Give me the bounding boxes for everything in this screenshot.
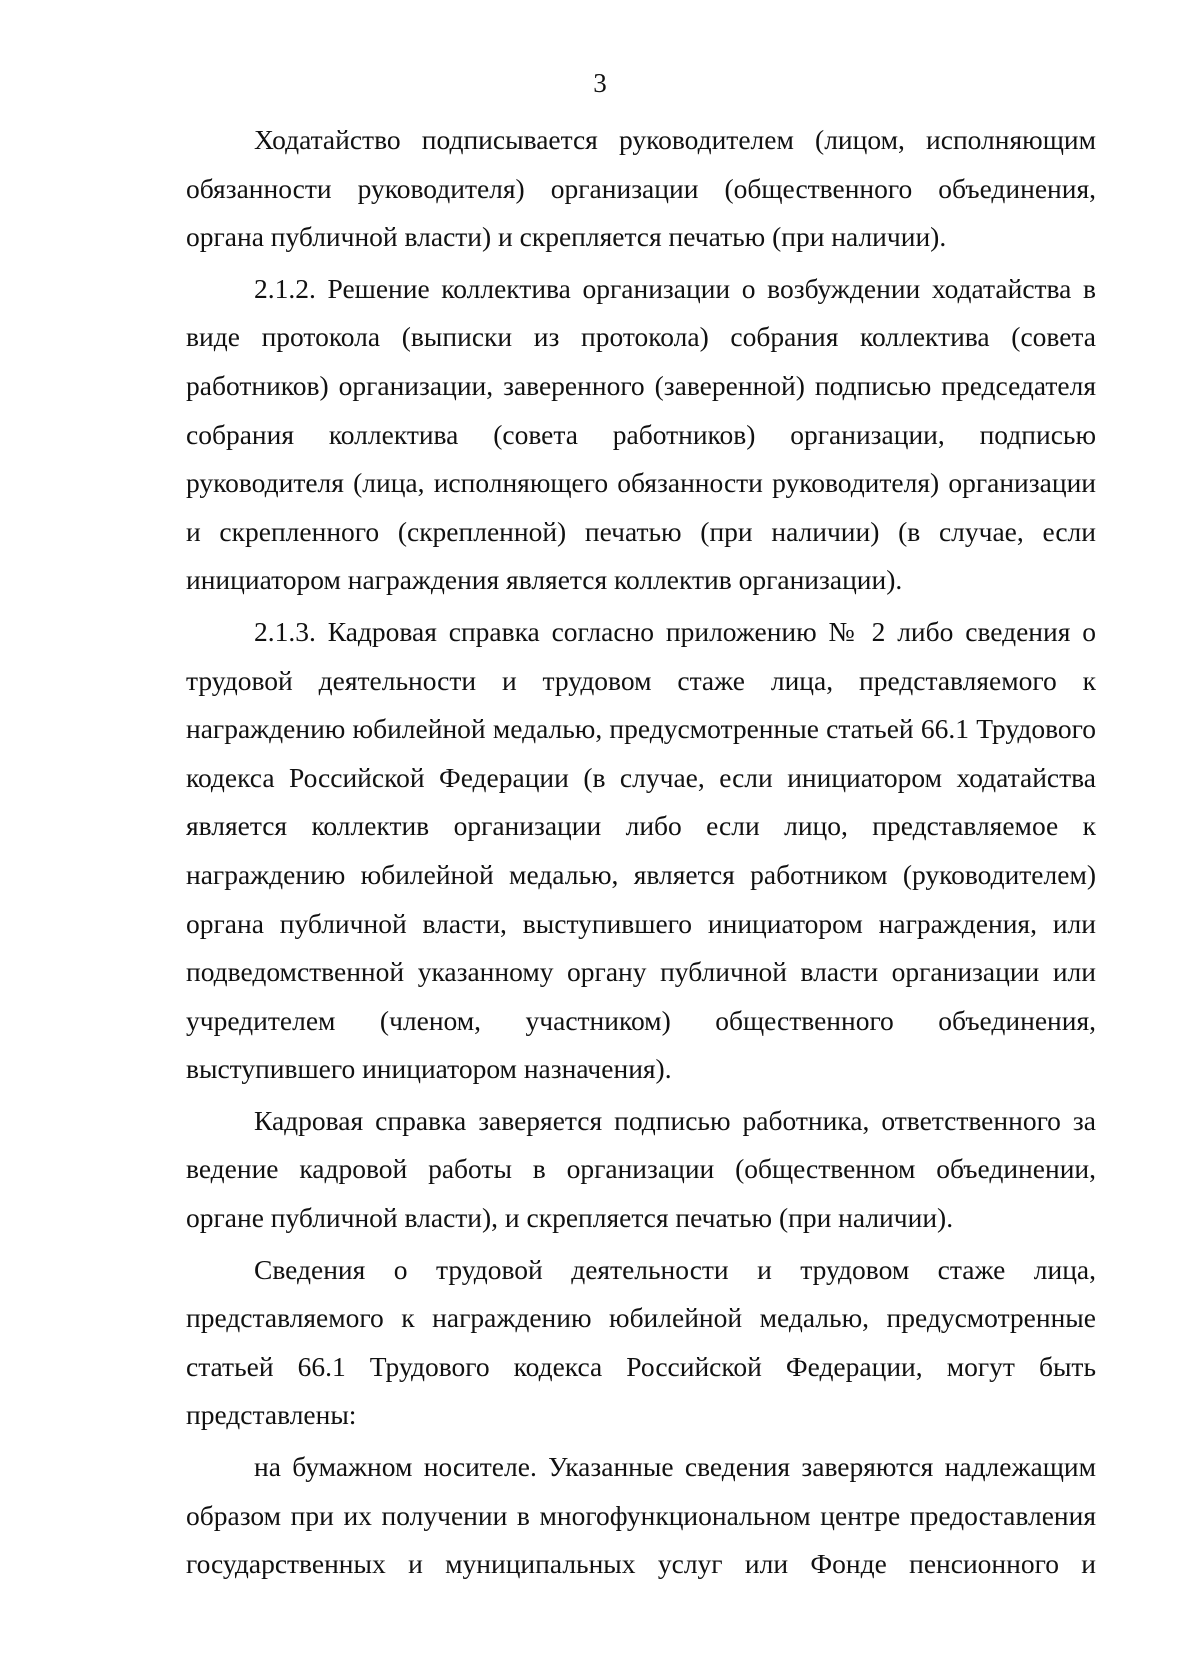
paragraph-petition-signing: Ходатайство подписывается руководителем (лицом, исполняющим обязанности руководителя) организации (общественного объединения, органа публичной власти) и скрепляется печатью (при наличии). <box>186 124 1096 253</box>
paragraph-work-record-info: Сведения о трудовой деятельности и трудовом стаже лица, представляемого к награждению юбилейной медалью, предусмотренные статьей 66.1 Трудового кодекса Российской Федерации, могут быть представлены: <box>186 1253 1096 1431</box>
paragraph-reference-certification: Кадровая справка заверяется подписью работника, ответственного за ведение кадровой работы в организации (общественном объединении, органе публичной власти), и скрепляется печатью (при наличии). <box>186 1104 1096 1234</box>
paragraph-paper-medium: на бумажном носителе. Указанные сведения заверяются надлежащим образом при их получении в многофункциональном центре предоставления государственных и муниципальных услуг или Фонде пенсионного и <box>186 1451 1096 1580</box>
paragraph-2-1-2-collective-decision: 2.1.2. Решение коллектива организации о возбуждении ходатайства в виде протокола (выписки из протокола) собрания коллектива (совета работников) организации, заверенного (заверенной) подписью председателя собрания коллектива (совета работников) организации, подписью руководителя (лица, исполняющего обязанности руководителя) организации и скрепленного (скрепленной) печатью (при наличии) (в случае, если инициатором награждения является коллектив организации). <box>186 272 1096 596</box>
document-body <box>186 116 1096 1589</box>
page-number: 3 <box>593 68 607 98</box>
paragraph-2-1-3-personnel-reference: 2.1.3. Кадровая справка согласно приложению № 2 либо сведения о трудовой деятельности и трудовом стаже лица, представляемого к награждению юбилейной медалью, предусмотренные статьей 66.1 Трудового кодекса Российской Федерации (в случае, если инициатором ходатайства является коллектив организации либо если лицо, представляемое к награждению юбилейной медалью, является работником (руководителем) органа публичной власти, выступившего инициатором награждения, или подведомственной указанному органу публичной власти организации или учредителем (членом, участником) общественного объединения, выступившего инициатором назначения). <box>186 615 1096 1085</box>
